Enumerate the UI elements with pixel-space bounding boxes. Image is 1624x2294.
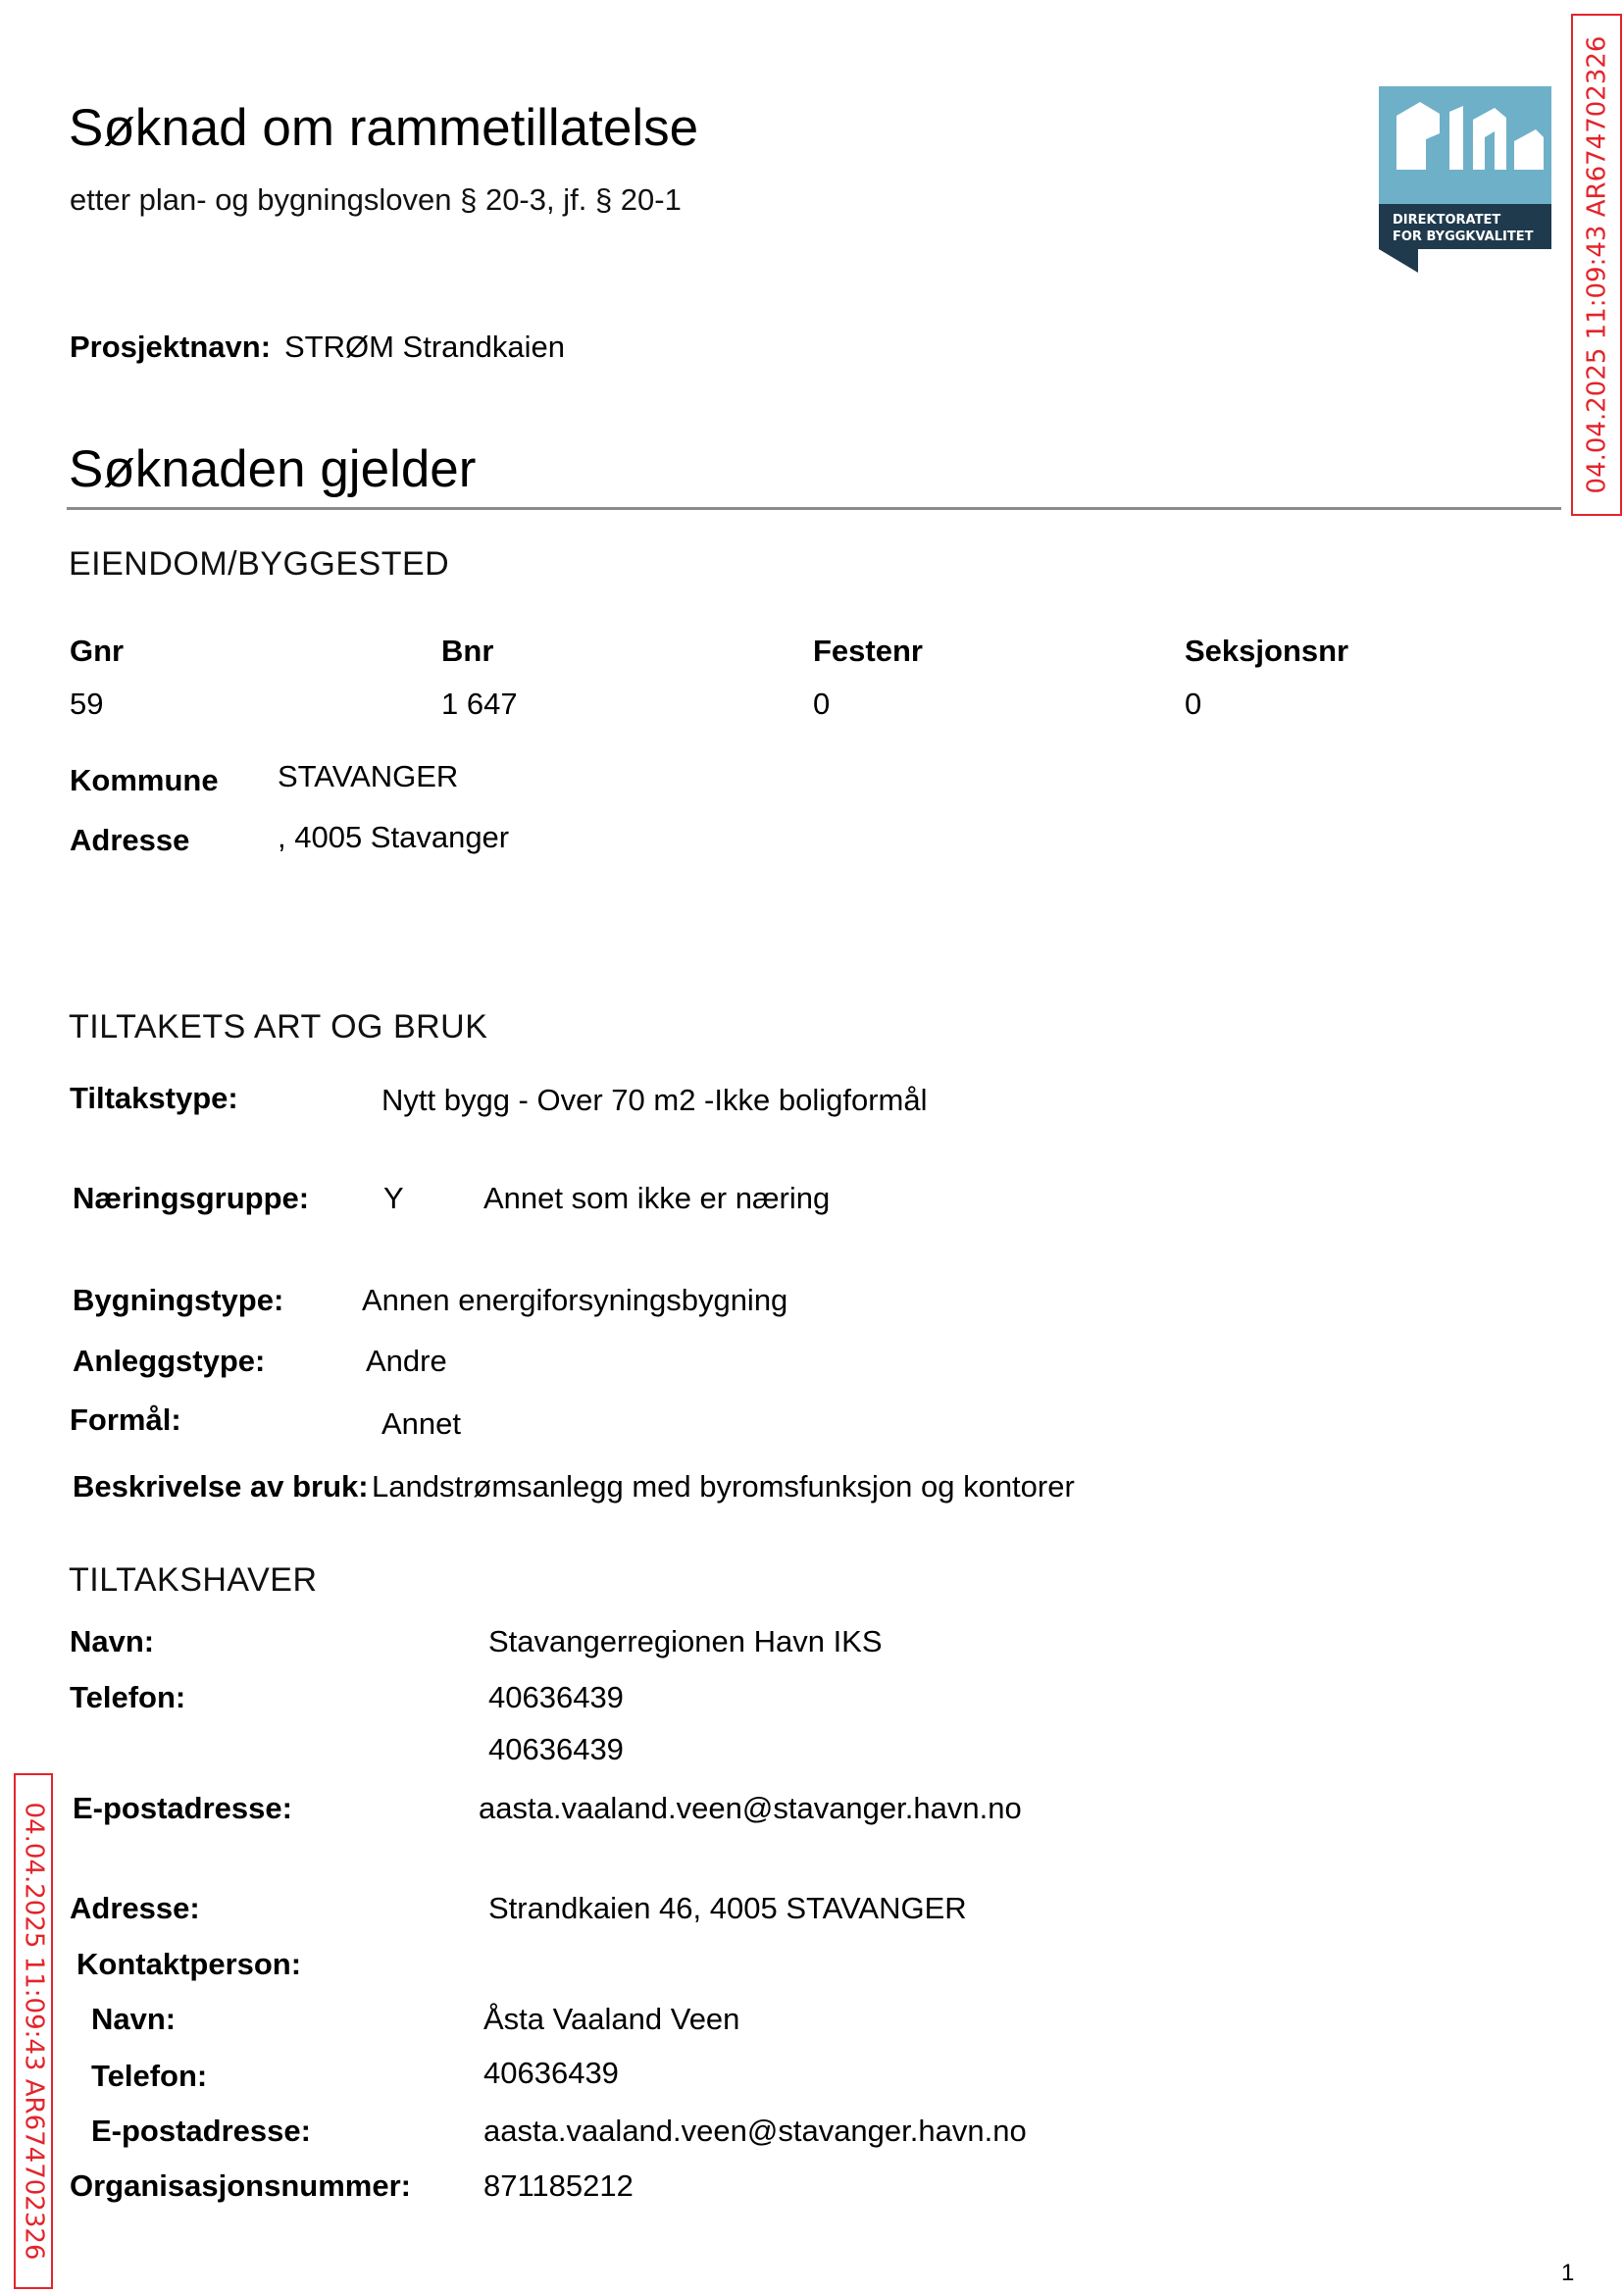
bygningstype-label: Bygningstype:: [73, 1283, 284, 1317]
project-label: Prosjektnavn:: [70, 330, 272, 364]
formaal-label: Formål:: [70, 1402, 181, 1437]
page-subtitle: etter plan- og bygningsloven § 20-3, jf. § 20-1: [70, 182, 682, 217]
page-number: 1: [1561, 2260, 1575, 2286]
orgnr-value: 871185212: [483, 2168, 634, 2203]
beskrivelse-value: Landstrømsanlegg med byromsfunksjon og kontorer: [372, 1469, 1075, 1504]
receipt-stamp-bottom: 04.04.2025 11:09:43 AR674702326: [14, 1773, 53, 2289]
heading-divider: [67, 507, 1561, 510]
adresse-label: Adresse: [70, 823, 190, 857]
bygningstype-value: Annen energiforsyningsbygning: [362, 1283, 788, 1317]
festenr-label: Festenr: [813, 634, 923, 668]
formaal-value: Annet: [381, 1406, 462, 1441]
dibk-logo: [1379, 86, 1555, 279]
kommune-label: Kommune: [70, 763, 219, 797]
receipt-stamp-top: 04.04.2025 11:09:43 AR674702326: [1571, 14, 1622, 516]
kontakt-telefon-value: 40636439: [483, 2056, 619, 2090]
tiltakshaver-adresse-label: Adresse:: [70, 1891, 200, 1925]
project-value: STRØM Strandkaien: [284, 330, 565, 364]
tiltakshaver-navn-label: Navn:: [70, 1624, 155, 1658]
tiltakstype-label: Tiltakstype:: [70, 1081, 238, 1115]
kontakt-navn-label: Navn:: [91, 2002, 177, 2036]
kontakt-telefon-label: Telefon:: [91, 2059, 208, 2093]
beskrivelse-label: Beskrivelse av bruk:: [73, 1469, 369, 1504]
orgnr-label: Organisasjonsnummer:: [70, 2168, 411, 2203]
seksjonsnr-value: 0: [1185, 687, 1202, 721]
bnr-value: 1 647: [441, 687, 518, 721]
tiltakshaver-telefon-label: Telefon:: [70, 1680, 186, 1714]
tiltakshaver-epost-label: E-postadresse:: [73, 1791, 292, 1825]
festenr-value: 0: [813, 687, 831, 721]
tiltakshaver-adresse-value: Strandkaien 46, 4005 STAVANGER: [488, 1891, 967, 1925]
page-title: Søknad om rammetillatelse: [69, 99, 699, 157]
kommune-value: STAVANGER: [278, 759, 459, 793]
tiltakstype-value: Nytt bygg - Over 70 m2 -Ikke boligformål: [381, 1083, 928, 1117]
gnr-value: 59: [70, 687, 104, 721]
kontakt-epost-label: E-postadresse:: [91, 2114, 311, 2148]
naeringsgruppe-label: Næringsgruppe:: [73, 1181, 310, 1215]
naeringsgruppe-code: Y: [383, 1181, 404, 1215]
section-eiendom: EIENDOM/BYGGESTED: [69, 545, 450, 583]
tiltakshaver-telefon2-value: 40636439: [488, 1732, 624, 1766]
anleggstype-value: Andre: [366, 1344, 447, 1378]
logo-text-line1: DIREKTORATET: [1393, 213, 1501, 228]
seksjonsnr-label: Seksjonsnr: [1185, 634, 1349, 668]
section-heading: Søknaden gjelder: [69, 440, 477, 498]
adresse-value: , 4005 Stavanger: [278, 820, 510, 854]
bnr-label: Bnr: [441, 634, 494, 668]
tiltakshaver-epost-value: aasta.vaaland.veen@stavanger.havn.no: [479, 1791, 1022, 1825]
logo-text-line2: FOR BYGGKVALITET: [1393, 229, 1534, 244]
gnr-label: Gnr: [70, 634, 125, 668]
naeringsgruppe-value: Annet som ikke er næring: [483, 1181, 831, 1215]
tiltakshaver-telefon-value: 40636439: [488, 1680, 624, 1714]
kontaktperson-label: Kontaktperson:: [76, 1947, 302, 1981]
kontakt-epost-value: aasta.vaaland.veen@stavanger.havn.no: [483, 2114, 1027, 2148]
kontakt-navn-value: Åsta Vaaland Veen: [483, 2002, 740, 2036]
section-tiltak: TILTAKETS ART OG BRUK: [69, 1008, 488, 1045]
tiltakshaver-navn-value: Stavangerregionen Havn IKS: [488, 1624, 883, 1658]
anleggstype-label: Anleggstype:: [73, 1344, 266, 1378]
section-tiltakshaver: TILTAKSHAVER: [69, 1561, 318, 1599]
